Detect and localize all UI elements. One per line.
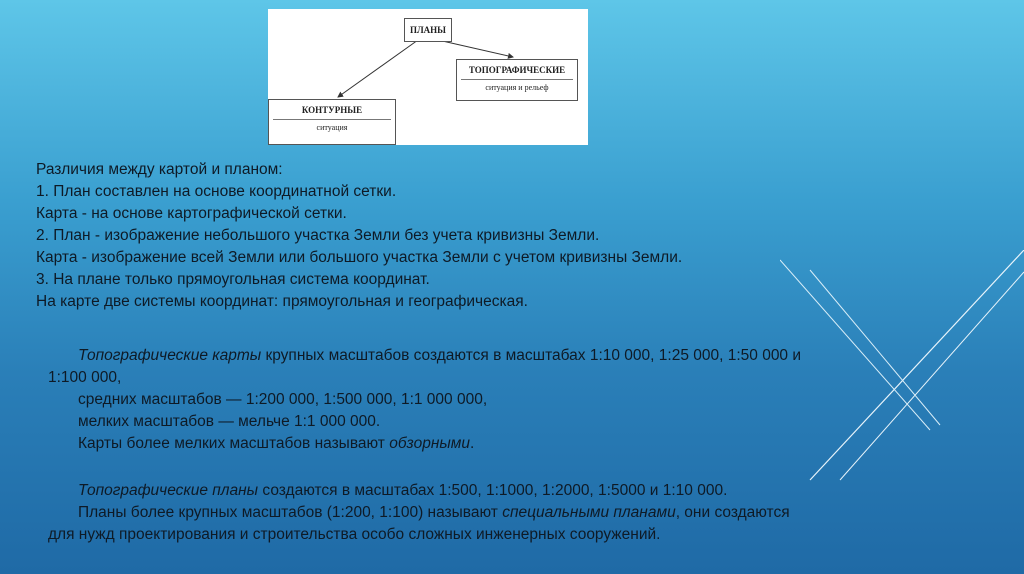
maps-line-4-start: Карты более мелких масштабов называют [78, 435, 390, 452]
maps-overview-term: обзорными [389, 435, 470, 452]
maps-term: Топографические карты [78, 347, 262, 364]
diagram-contour-title: КОНТУРНЫЕ [301, 105, 363, 115]
differences-block [36, 159, 916, 313]
diagram-contour-sub: ситуация [316, 123, 348, 132]
differences-line: Различия между картой и планом: [36, 161, 283, 178]
diagram-topo-sub: ситуация и рельеф [485, 83, 549, 92]
differences-line: На карте две системы координат: прямоугольная и географическая. [36, 293, 528, 310]
diagram-root-box: ПЛАНЫ [404, 18, 452, 42]
differences-line: 1. План составлен на основе координатной сетки. [36, 183, 397, 200]
differences-line: 3. На плане только прямоугольная система координат. [36, 271, 430, 288]
plans-line-2-end: , они создаются [675, 504, 790, 521]
plans-diagram [268, 9, 588, 145]
plans-line-1-rest: создаются в масштабах 1:500, 1:1000, 1:2000, 1:5000 и 1:10 000. [258, 482, 728, 499]
plans-special-term: специальными планами [502, 504, 676, 521]
diagram-contour-box [268, 99, 396, 145]
plans-block [48, 480, 978, 546]
maps-line-1-rest: крупных масштабов создаются в масштабах 1:10 000, 1:25 000, 1:50 000 и [261, 347, 802, 364]
diagram-topo-box [456, 59, 578, 101]
plans-line-2-start: Планы более крупных масштабов (1:200, 1:100) называют [78, 504, 503, 521]
plans-line-3: для нужд проектирования и строительства особо сложных инженерных сооружений. [48, 526, 661, 543]
maps-block [48, 345, 978, 455]
plans-term: Топографические планы [78, 482, 259, 499]
diagram-topo-title: ТОПОГРАФИЧЕСКИЕ [468, 65, 566, 75]
differences-line: Карта - на основе картографической сетки. [36, 205, 347, 222]
maps-line-1 [48, 345, 978, 367]
differences-line: 2. План - изображение небольшого участка Земли без учета кривизны Земли. [36, 227, 600, 244]
arrow-to-topo [438, 40, 513, 57]
maps-line-4-end: . [470, 435, 475, 452]
arrow-to-contour [338, 40, 418, 97]
maps-line-1-cont: 1:100 000, [48, 369, 122, 386]
plans-line-1 [48, 480, 978, 502]
maps-line-2: средних масштабов — 1:200 000, 1:500 000, 1:1 000 000, [78, 391, 488, 408]
maps-line-4 [48, 433, 978, 455]
plans-line-2 [48, 502, 978, 524]
maps-line-3: мелких масштабов — мельче 1:1 000 000. [78, 413, 381, 430]
differences-line: Карта - изображение всей Земли или большого участка Земли с учетом кривизны Земли. [36, 249, 683, 266]
